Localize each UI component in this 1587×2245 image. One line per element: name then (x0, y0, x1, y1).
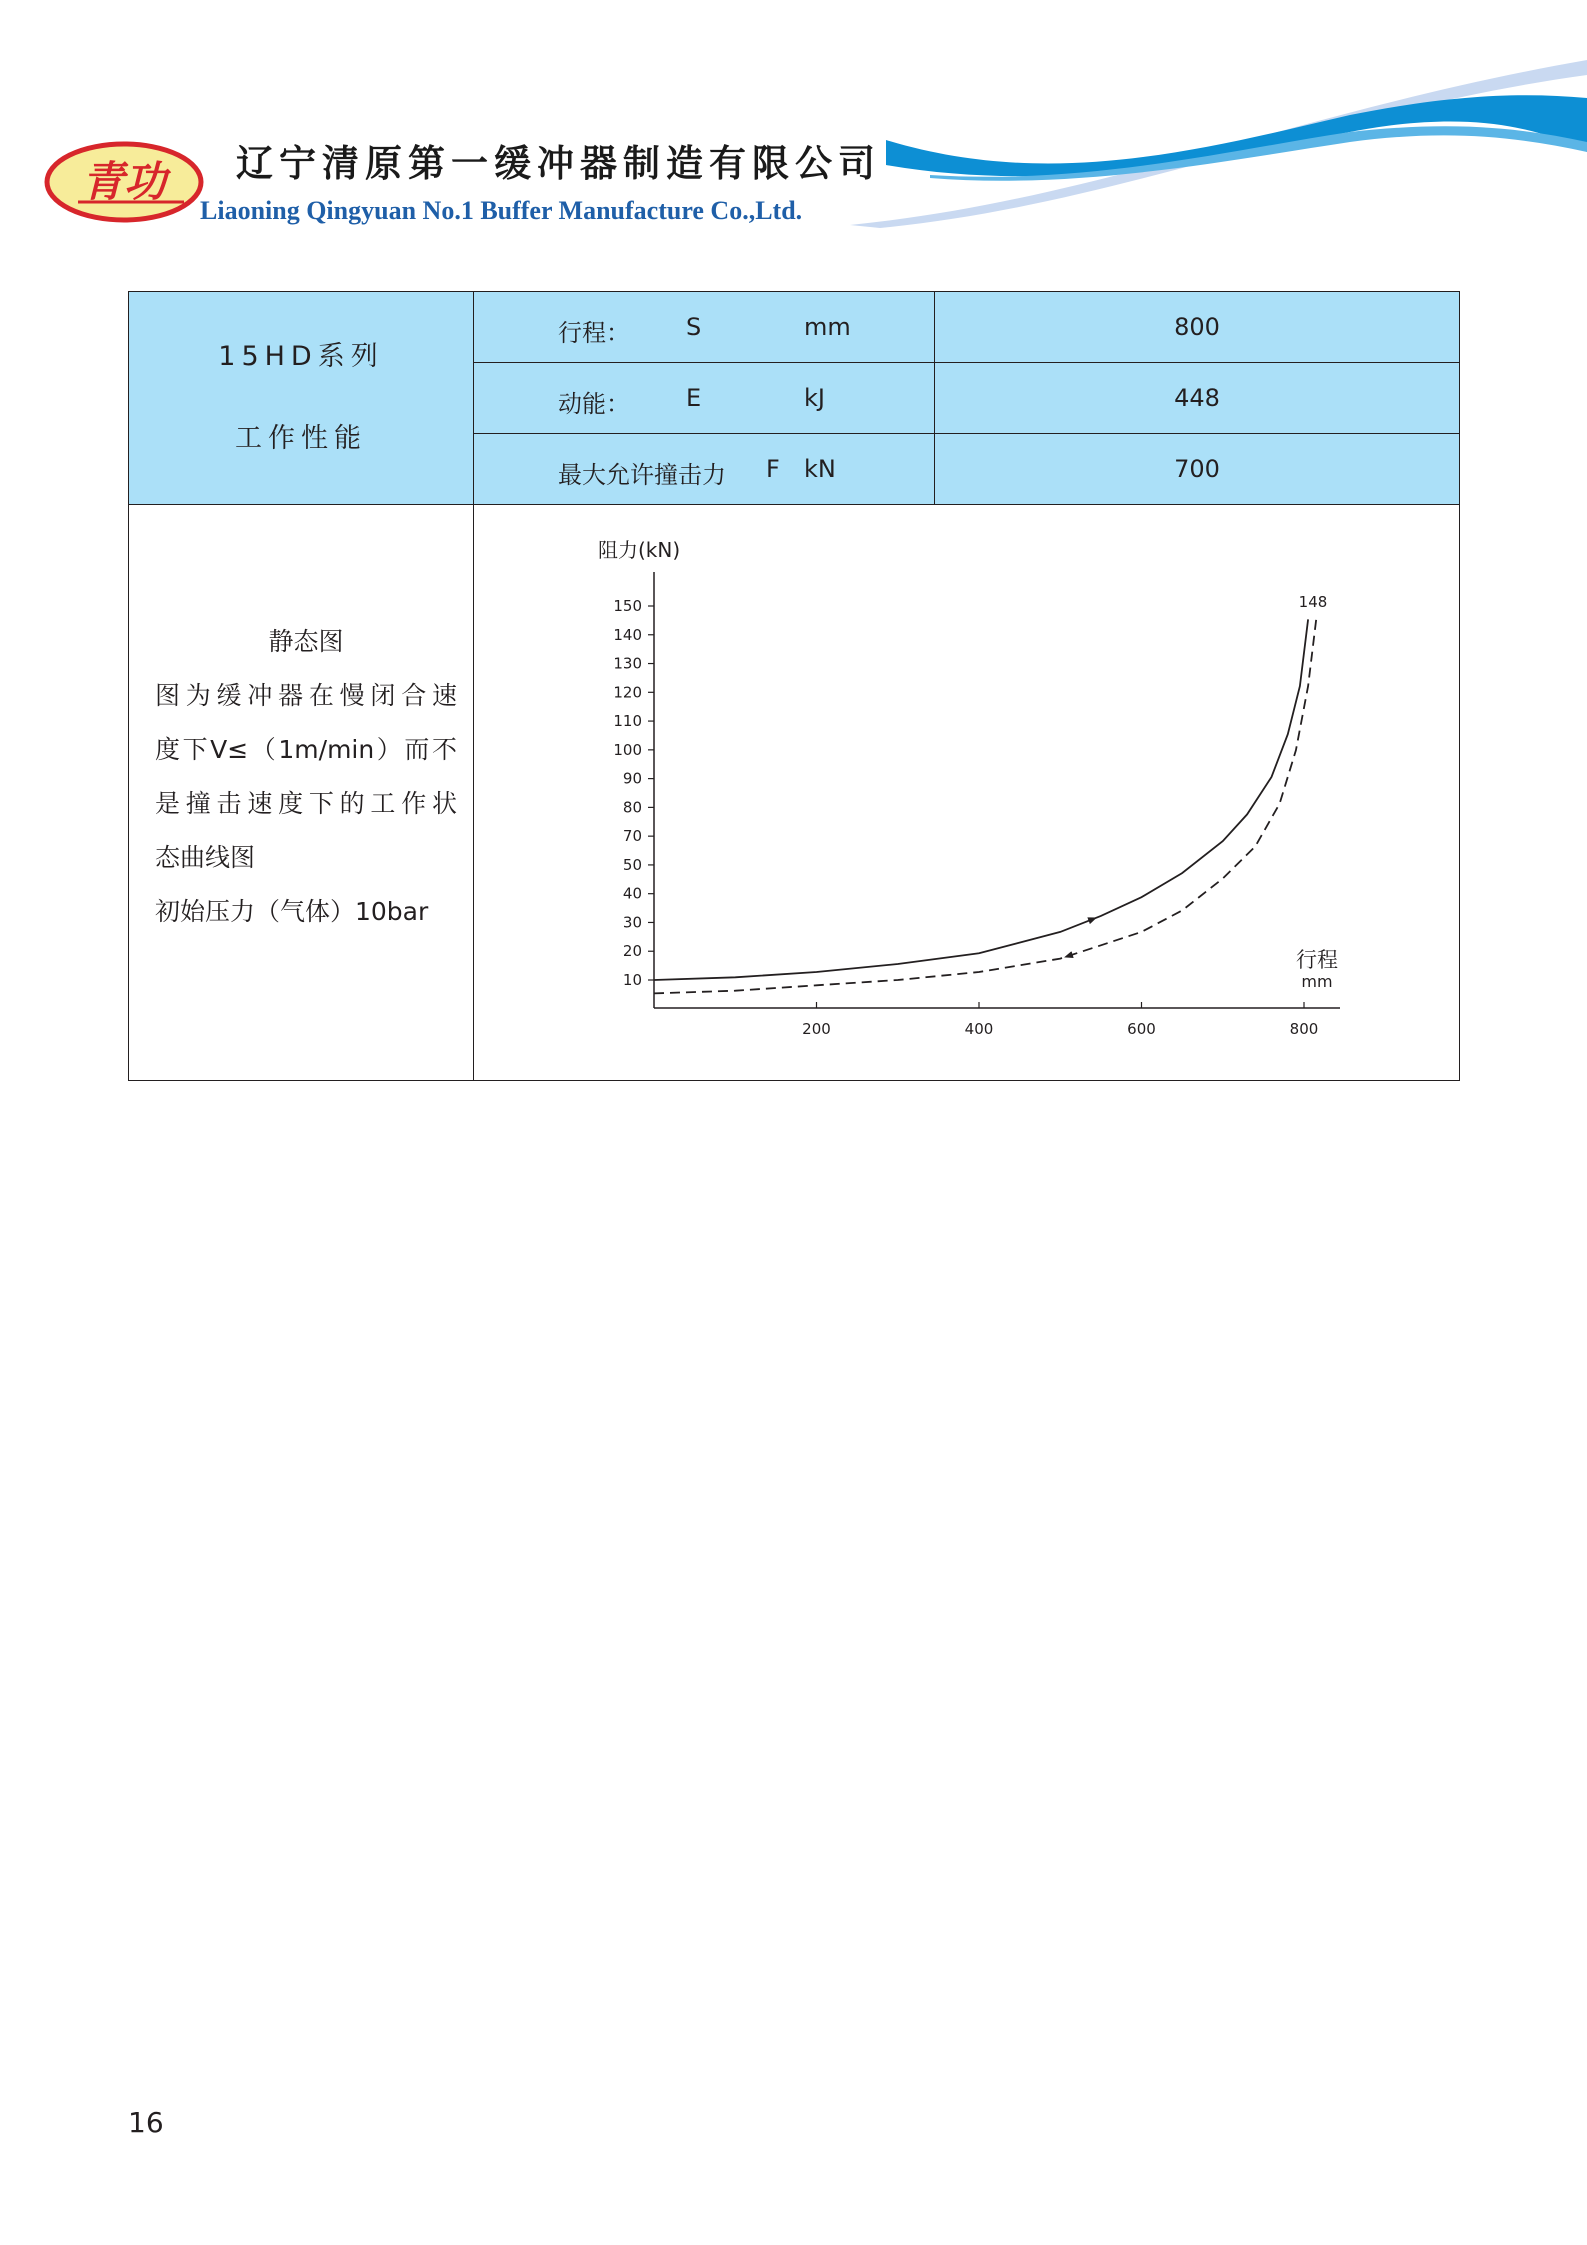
x-axis-unit: mm (1301, 972, 1333, 991)
note-line: 初始压力（气体）10bar (155, 897, 429, 926)
param-name: 最大允许撞击力 (558, 461, 726, 489)
note-line: 是撞击速度下的工作状 (155, 789, 457, 818)
svg-text:青功: 青功 (81, 157, 167, 206)
param-name: 行程： (558, 319, 630, 347)
param-name: 动能： (558, 390, 630, 418)
param-value: 700 (935, 434, 1460, 505)
chart-note (129, 505, 473, 939)
x-tick-label: 400 (964, 1020, 994, 1038)
performance-table (128, 291, 1460, 1081)
company-logo (44, 140, 204, 224)
y-tick-label: 20 (622, 942, 642, 961)
series-title: 15HD系列 (218, 341, 384, 372)
note-line: 态曲线图 (155, 843, 256, 872)
y-tick-label: 40 (622, 884, 642, 903)
company-name-en: Liaoning Qingyuan No.1 Buffer Manufacture Co.,Ltd. (200, 196, 803, 225)
y-tick-label: 30 (622, 913, 642, 932)
series-subtitle: 工作性能 (235, 423, 367, 454)
chart-cell (474, 505, 1460, 1081)
y-tick-label: 120 (613, 683, 642, 702)
y-tick-label: 10 (622, 971, 642, 989)
param-row-stroke (474, 292, 935, 363)
y-tick-label: 150 (613, 597, 642, 615)
param-row-energy (474, 363, 935, 434)
param-unit: kN (804, 455, 836, 483)
note-line: 图为缓冲器在慢闭合速 (155, 681, 457, 710)
param-unit: mm (804, 313, 851, 341)
y-tick-label: 50 (622, 855, 642, 874)
x-tick-label: 200 (802, 1020, 831, 1038)
param-unit: kJ (804, 384, 825, 412)
y-tick-label: 90 (622, 769, 642, 788)
y-tick-label: 140 (613, 625, 642, 644)
company-name-cn: 辽宁清原第一缓冲器制造有限公司 (236, 141, 881, 185)
param-value: 448 (935, 363, 1460, 434)
x-tick-label: 800 (1289, 1020, 1319, 1038)
note-title: 静态图 (268, 627, 344, 656)
y-tick-label: 100 (613, 740, 642, 759)
peak-value-label: 148 (1298, 593, 1328, 611)
param-symbol: F (766, 455, 780, 483)
loading-curve (654, 619, 1308, 980)
param-symbol: S (686, 313, 702, 341)
unloading-curve (654, 619, 1316, 993)
param-row-force (474, 434, 935, 505)
note-cell (129, 505, 474, 1081)
param-value: 800 (935, 292, 1460, 363)
resistance-stroke-chart (474, 505, 1458, 1074)
param-symbol: E (686, 384, 702, 412)
note-line: 度下V≤（1m/min）而不 (155, 735, 457, 764)
y-tick-label: 70 (622, 827, 642, 846)
y-tick-label: 130 (613, 654, 642, 673)
page-number: 16 (128, 2106, 164, 2139)
y-axis-label: 阻力(kN) (598, 538, 681, 562)
x-axis-label: 行程 (1296, 948, 1338, 972)
y-tick-label: 80 (622, 798, 642, 817)
series-header-cell (129, 292, 474, 505)
x-tick-label: 600 (1127, 1020, 1156, 1038)
y-tick-label: 110 (613, 712, 642, 731)
page-header (0, 0, 1587, 240)
